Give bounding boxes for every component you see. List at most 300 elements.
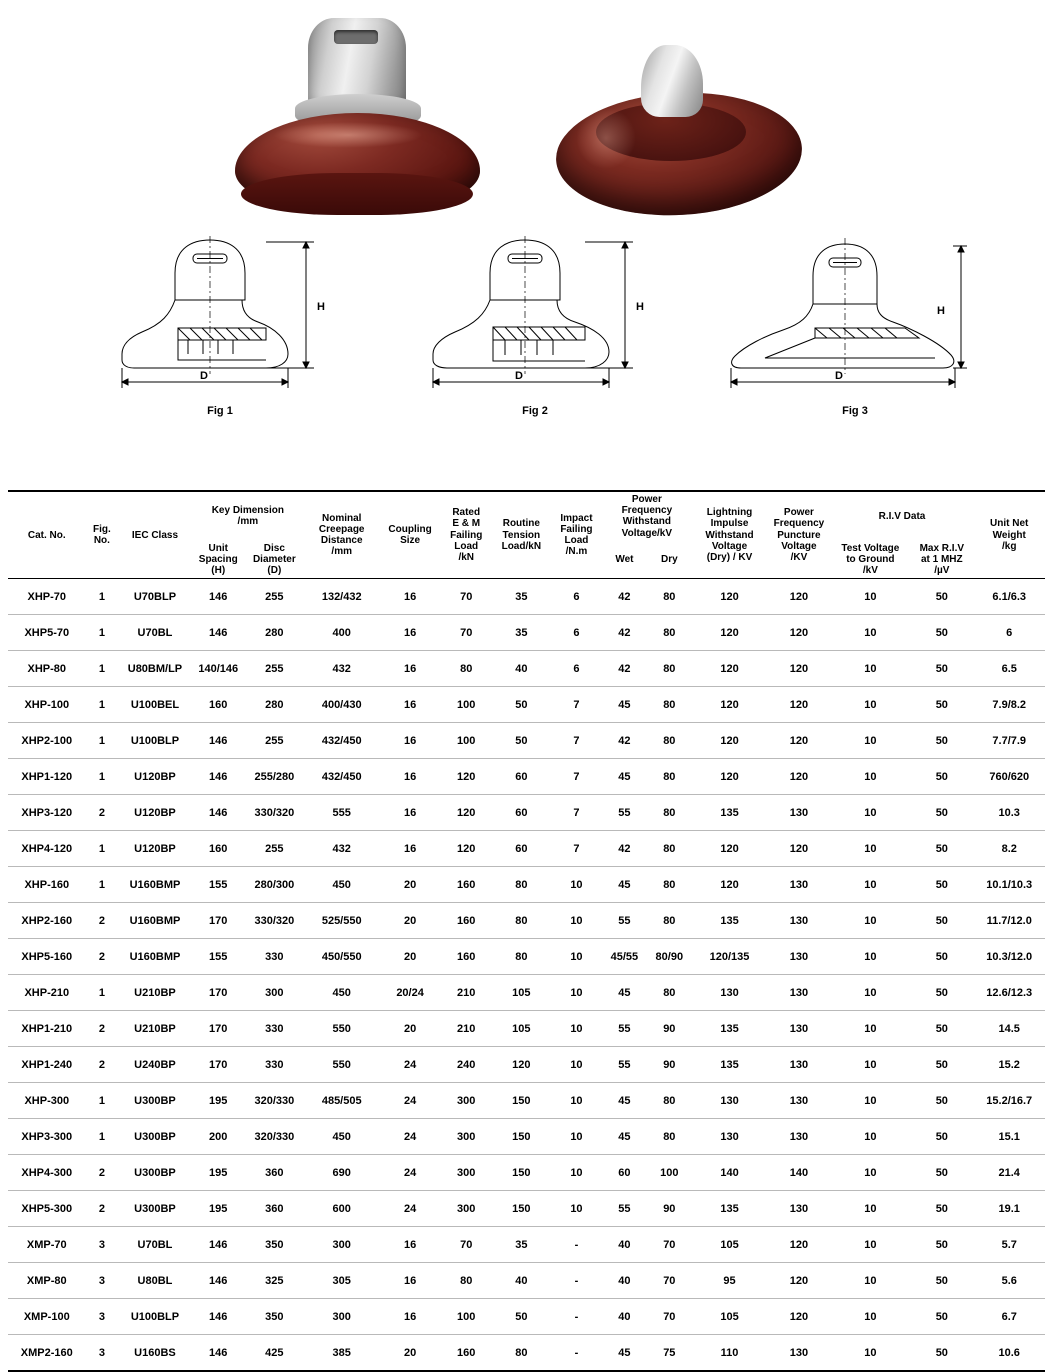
table-cell: 50 xyxy=(910,1119,973,1155)
table-cell: 10 xyxy=(831,1119,911,1155)
table-cell: 132/432 xyxy=(304,579,380,615)
table-cell: - xyxy=(551,1335,602,1372)
table-cell: 10 xyxy=(551,939,602,975)
table-cell: 11.7/12.0 xyxy=(973,903,1045,939)
table-cell: 105 xyxy=(492,975,551,1011)
table-cell: 350 xyxy=(245,1227,304,1263)
table-cell: 75 xyxy=(647,1335,692,1372)
figure-1-drawing xyxy=(70,228,370,398)
table-cell: 10 xyxy=(831,831,911,867)
table-row xyxy=(8,615,1045,651)
table-cell: - xyxy=(551,1227,602,1263)
table-cell: 120 xyxy=(492,1047,551,1083)
table-cell: 135 xyxy=(692,1191,768,1227)
table-cell: 255 xyxy=(245,831,304,867)
table-row xyxy=(8,1047,1045,1083)
table-cell: 90 xyxy=(647,1191,692,1227)
table-cell: U160BMP xyxy=(118,939,191,975)
table-cell: 160 xyxy=(441,1335,492,1372)
table-cell: 10 xyxy=(831,1047,911,1083)
th-key-dimension-unit: /mm xyxy=(237,516,259,528)
th-key-dimension xyxy=(192,491,304,541)
table-cell: 120 xyxy=(767,723,830,759)
table-cell: 50 xyxy=(910,1155,973,1191)
cell-cat-no: XHP1-120 xyxy=(8,759,86,795)
figure-1 xyxy=(55,228,385,417)
table-cell: 10.3/12.0 xyxy=(973,939,1045,975)
table-cell: 100 xyxy=(647,1155,692,1191)
table-row xyxy=(8,723,1045,759)
table-cell: 50 xyxy=(910,939,973,975)
table-cell: 130 xyxy=(767,975,830,1011)
cell-cat-no: XMP-80 xyxy=(8,1263,86,1299)
table-cell: 300 xyxy=(441,1191,492,1227)
table-cell: 155 xyxy=(192,939,245,975)
table-cell: 50 xyxy=(910,1335,973,1372)
table-cell: 120 xyxy=(692,759,768,795)
table-cell: 135 xyxy=(692,795,768,831)
table-cell: 10 xyxy=(551,975,602,1011)
table-cell: 150 xyxy=(492,1191,551,1227)
table-cell: 130 xyxy=(692,1119,768,1155)
table-cell: 70 xyxy=(647,1227,692,1263)
th-cat-no: Cat. No. xyxy=(27,529,66,541)
table-cell: 6 xyxy=(551,651,602,687)
table-cell: 1 xyxy=(86,687,119,723)
table-cell: 146 xyxy=(192,795,245,831)
table-cell: U160BMP xyxy=(118,903,191,939)
table-cell: 320/330 xyxy=(245,1119,304,1155)
table-cell: 120 xyxy=(441,831,492,867)
table-cell: 6 xyxy=(973,615,1045,651)
table-cell: 24 xyxy=(379,1083,440,1119)
table-cell: 45 xyxy=(602,975,647,1011)
table-cell: 10 xyxy=(831,939,911,975)
table-cell: 50 xyxy=(492,687,551,723)
table-cell: 130 xyxy=(767,1191,830,1227)
cell-cat-no: XHP3-120 xyxy=(8,795,86,831)
table-header-row-1 xyxy=(8,491,1045,541)
table-cell: 95 xyxy=(692,1263,768,1299)
cell-cat-no: XHP5-160 xyxy=(8,939,86,975)
table-cell: 16 xyxy=(379,1263,440,1299)
table-cell: 150 xyxy=(492,1083,551,1119)
th-unit-net-weight: Unit Net Weight /kg xyxy=(990,518,1029,552)
table-cell: 160 xyxy=(192,687,245,723)
table-cell: 10 xyxy=(831,579,911,615)
cell-cat-no: XHP4-120 xyxy=(8,831,86,867)
table-cell: 42 xyxy=(602,615,647,651)
table-cell: 10 xyxy=(831,651,911,687)
table-cell: 300 xyxy=(441,1155,492,1191)
table-cell: 10 xyxy=(831,867,911,903)
table-cell: 15.2/16.7 xyxy=(973,1083,1045,1119)
table-row xyxy=(8,1155,1045,1191)
table-cell: 300 xyxy=(304,1227,380,1263)
cell-cat-no: XHP4-300 xyxy=(8,1155,86,1191)
table-cell: 50 xyxy=(910,1263,973,1299)
table-row xyxy=(8,1083,1045,1119)
table-row xyxy=(8,651,1045,687)
figure-3-d-label: D xyxy=(835,370,843,382)
table-cell: 255 xyxy=(245,579,304,615)
th-pf-dry: Dry xyxy=(660,553,678,565)
table-cell: 432 xyxy=(304,651,380,687)
table-cell: 300 xyxy=(441,1083,492,1119)
cell-cat-no: XMP-70 xyxy=(8,1227,86,1263)
table-cell: 70 xyxy=(441,1227,492,1263)
table-cell: 432/450 xyxy=(304,759,380,795)
cell-cat-no: XMP2-160 xyxy=(8,1335,86,1372)
shell-highlight-right xyxy=(576,107,636,169)
table-cell: 80 xyxy=(647,579,692,615)
table-row xyxy=(8,903,1045,939)
table-cell: 70 xyxy=(441,579,492,615)
table-cell: 10 xyxy=(831,615,911,651)
table-cell: U210BP xyxy=(118,1011,191,1047)
table-cell: 330 xyxy=(245,1047,304,1083)
table-cell: 7 xyxy=(551,759,602,795)
table-cell: 120 xyxy=(767,1227,830,1263)
table-cell: 10 xyxy=(831,1299,911,1335)
table-cell: 80 xyxy=(647,903,692,939)
table-cell: 170 xyxy=(192,975,245,1011)
table-cell: 140 xyxy=(692,1155,768,1191)
figure-2-h-label: H xyxy=(636,301,644,313)
table-cell: 8.2 xyxy=(973,831,1045,867)
table-row xyxy=(8,759,1045,795)
table-cell: 330 xyxy=(245,939,304,975)
th-fig-no xyxy=(86,491,119,579)
table-cell: 24 xyxy=(379,1047,440,1083)
table-cell: 45 xyxy=(602,1083,647,1119)
table-cell: 2 xyxy=(86,903,119,939)
table-cell: 24 xyxy=(379,1191,440,1227)
table-cell: 45 xyxy=(602,1119,647,1155)
table-cell: 432 xyxy=(304,831,380,867)
table-cell: 60 xyxy=(492,795,551,831)
table-cell: 300 xyxy=(304,1299,380,1335)
table-cell: 160 xyxy=(441,939,492,975)
table-cell: 16 xyxy=(379,615,440,651)
figure-2 xyxy=(370,228,700,417)
table-cell: 130 xyxy=(767,1083,830,1119)
table-cell: 70 xyxy=(647,1263,692,1299)
table-cell: 16 xyxy=(379,579,440,615)
table-cell: 1 xyxy=(86,651,119,687)
table-cell: U70BLP xyxy=(118,579,191,615)
table-cell: 120 xyxy=(767,1263,830,1299)
cell-cat-no: XHP-160 xyxy=(8,867,86,903)
table-cell: U100BEL xyxy=(118,687,191,723)
table-cell: 2 xyxy=(86,1191,119,1227)
table-cell: 120 xyxy=(767,831,830,867)
table-cell: 195 xyxy=(192,1155,245,1191)
table-cell: 10 xyxy=(831,1227,911,1263)
table-cell: 80 xyxy=(492,1335,551,1372)
table-cell: 16 xyxy=(379,1299,440,1335)
cell-cat-no: XHP5-300 xyxy=(8,1191,86,1227)
table-cell: 50 xyxy=(910,867,973,903)
table-cell: U100BLP xyxy=(118,723,191,759)
table-cell: 120 xyxy=(441,759,492,795)
cell-cat-no: XHP1-210 xyxy=(8,1011,86,1047)
table-cell: 20 xyxy=(379,1335,440,1372)
table-cell: 80/90 xyxy=(647,939,692,975)
th-rated-em-failing-load: Rated E & M Failing Load /kN xyxy=(450,507,483,563)
table-cell: 50 xyxy=(910,1047,973,1083)
table-cell: 55 xyxy=(602,1011,647,1047)
table-cell: 35 xyxy=(492,579,551,615)
table-cell: 50 xyxy=(492,1299,551,1335)
table-cell: 2 xyxy=(86,1011,119,1047)
table-cell: 146 xyxy=(192,1335,245,1372)
table-cell: 40 xyxy=(602,1299,647,1335)
table-cell: U300BP xyxy=(118,1191,191,1227)
table-cell: 255 xyxy=(245,723,304,759)
table-cell: 146 xyxy=(192,759,245,795)
table-cell: 10 xyxy=(551,1011,602,1047)
table-cell: 10 xyxy=(831,1155,911,1191)
table-cell: 20/24 xyxy=(379,975,440,1011)
table-cell: 2 xyxy=(86,939,119,975)
figure-1-d-label: D xyxy=(200,370,208,382)
table-cell: 120 xyxy=(692,723,768,759)
table-cell: 45 xyxy=(602,759,647,795)
table-cell: 7 xyxy=(551,687,602,723)
table-cell: U70BL xyxy=(118,1227,191,1263)
table-cell: 16 xyxy=(379,651,440,687)
table-cell: U300BP xyxy=(118,1119,191,1155)
table-cell: 760/620 xyxy=(973,759,1045,795)
table-cell: 7 xyxy=(551,723,602,759)
table-cell: 50 xyxy=(910,651,973,687)
table-cell: 450 xyxy=(304,975,380,1011)
table-cell: 16 xyxy=(379,795,440,831)
table-cell: 50 xyxy=(910,759,973,795)
table-cell: 330/320 xyxy=(245,903,304,939)
shell-base-left xyxy=(241,173,473,215)
table-cell: 1 xyxy=(86,1083,119,1119)
table-cell: 5.7 xyxy=(973,1227,1045,1263)
table-cell: 3 xyxy=(86,1227,119,1263)
table-cell: 120 xyxy=(692,615,768,651)
table-cell: 140 xyxy=(767,1155,830,1191)
table-cell: 16 xyxy=(379,687,440,723)
table-cell: 16 xyxy=(379,723,440,759)
table-cell: 20 xyxy=(379,867,440,903)
table-cell: 80 xyxy=(647,687,692,723)
table-cell: 130 xyxy=(767,1047,830,1083)
table-cell: 105 xyxy=(492,1011,551,1047)
table-cell: 10 xyxy=(551,1119,602,1155)
table-cell: 120 xyxy=(692,579,768,615)
table-cell: 6 xyxy=(551,579,602,615)
table-cell: 150 xyxy=(492,1119,551,1155)
table-cell: 10.1/10.3 xyxy=(973,867,1045,903)
table-cell: 70 xyxy=(441,615,492,651)
table-cell: 550 xyxy=(304,1047,380,1083)
table-cell: 45 xyxy=(602,687,647,723)
table-cell: 195 xyxy=(192,1191,245,1227)
th-lightning-impulse: Lightning Impulse Withstand Voltage (Dry) / KV xyxy=(705,507,754,563)
table-row xyxy=(8,795,1045,831)
table-cell: 80 xyxy=(647,651,692,687)
table-cell: 80 xyxy=(647,759,692,795)
table-cell: 50 xyxy=(910,903,973,939)
table-cell: 24 xyxy=(379,1155,440,1191)
table-cell: 400/430 xyxy=(304,687,380,723)
table-cell: 16 xyxy=(379,1227,440,1263)
table-cell: U300BP xyxy=(118,1155,191,1191)
product-photos xyxy=(0,0,1053,228)
table-cell: 42 xyxy=(602,579,647,615)
th-routine-tension-load: Routine Tension Load/kN xyxy=(501,518,542,552)
table-cell: 80 xyxy=(441,651,492,687)
table-row xyxy=(8,1299,1045,1335)
table-cell: 120 xyxy=(767,687,830,723)
table-cell: 2 xyxy=(86,1155,119,1191)
table-cell: 100 xyxy=(441,687,492,723)
table-cell: 120 xyxy=(692,687,768,723)
cell-cat-no: XHP-210 xyxy=(8,975,86,1011)
th-iec-class: IEC Class xyxy=(131,529,179,541)
table-cell: 485/505 xyxy=(304,1083,380,1119)
th-unit-spacing: Unit Spacing (H) xyxy=(198,542,238,577)
table-cell: 130 xyxy=(767,1011,830,1047)
table-row xyxy=(8,939,1045,975)
table-cell: 100 xyxy=(441,1299,492,1335)
table-cell: 5.6 xyxy=(973,1263,1045,1299)
table-cell: 140/146 xyxy=(192,651,245,687)
cell-cat-no: XHP-70 xyxy=(8,579,86,615)
table-cell: 7.7/7.9 xyxy=(973,723,1045,759)
table-cell: 3 xyxy=(86,1335,119,1372)
table-cell: 135 xyxy=(692,903,768,939)
table-cell: 19.1 xyxy=(973,1191,1045,1227)
table-cell: 146 xyxy=(192,723,245,759)
table-cell: 432/450 xyxy=(304,723,380,759)
table-cell: 1 xyxy=(86,759,119,795)
table-cell: U300BP xyxy=(118,1083,191,1119)
th-fig-no-line2: No. xyxy=(93,535,110,547)
table-cell: 6.1/6.3 xyxy=(973,579,1045,615)
table-cell: U160BS xyxy=(118,1335,191,1372)
table-cell: 130 xyxy=(767,867,830,903)
table-cell: 146 xyxy=(192,1299,245,1335)
table-cell: 80 xyxy=(492,903,551,939)
table-cell: 1 xyxy=(86,831,119,867)
table-cell: 120 xyxy=(692,867,768,903)
table-cell: 14.5 xyxy=(973,1011,1045,1047)
table-cell: U70BL xyxy=(118,615,191,651)
cell-cat-no: XHP-300 xyxy=(8,1083,86,1119)
table-cell: 150 xyxy=(492,1155,551,1191)
table-cell: 170 xyxy=(192,1011,245,1047)
table-cell: 1 xyxy=(86,723,119,759)
table-cell: 10 xyxy=(831,1083,911,1119)
table-cell: 135 xyxy=(692,1011,768,1047)
table-cell: 10 xyxy=(831,795,911,831)
table-cell: 1 xyxy=(86,615,119,651)
table-cell: 10 xyxy=(551,903,602,939)
insulator-photo-front xyxy=(235,18,480,218)
table-cell: 20 xyxy=(379,1011,440,1047)
table-cell: 10 xyxy=(551,867,602,903)
table-cell: 555 xyxy=(304,795,380,831)
table-cell: 80 xyxy=(647,795,692,831)
table-cell: 10 xyxy=(551,1047,602,1083)
table-cell: 110 xyxy=(692,1335,768,1372)
th-puncture-voltage: Power Frequency Puncture Voltage /KV xyxy=(773,507,825,563)
table-cell: 15.2 xyxy=(973,1047,1045,1083)
figure-3 xyxy=(690,228,1020,417)
table-cell: 130 xyxy=(767,903,830,939)
table-cell: 6 xyxy=(551,615,602,651)
th-impact-failing-load: Impact Failing Load /N.m xyxy=(560,512,593,558)
th-riv-data: R.I.V Data xyxy=(878,510,926,522)
table-cell: 10 xyxy=(831,975,911,1011)
table-cell: 10 xyxy=(831,1011,911,1047)
specification-table xyxy=(8,490,1045,1372)
table-cell: 16 xyxy=(379,831,440,867)
table-cell: 320/330 xyxy=(245,1083,304,1119)
table-cell: 170 xyxy=(192,903,245,939)
table-cell: 155 xyxy=(192,867,245,903)
th-power-frequency-withstand: Power Frequency Withstand Voltage/kV xyxy=(621,494,673,539)
table-cell: 35 xyxy=(492,1227,551,1263)
table-cell: 146 xyxy=(192,1227,245,1263)
table-cell: 80 xyxy=(647,615,692,651)
table-cell: U160BMP xyxy=(118,867,191,903)
table-cell: 210 xyxy=(441,975,492,1011)
insulator-photo-angled xyxy=(556,45,802,215)
table-cell: 146 xyxy=(192,579,245,615)
table-cell: 20 xyxy=(379,903,440,939)
table-cell: 40 xyxy=(492,651,551,687)
table-cell: 305 xyxy=(304,1263,380,1299)
figure-3-caption: Fig 3 xyxy=(842,405,868,417)
table-cell: 1 xyxy=(86,867,119,903)
th-key-dimension-label: Key Dimension xyxy=(211,505,284,517)
table-cell: 60 xyxy=(602,1155,647,1191)
table-cell: U80BM/LP xyxy=(118,651,191,687)
table-cell: U120BP xyxy=(118,831,191,867)
figure-3-h-label: H xyxy=(937,305,945,317)
table-row xyxy=(8,867,1045,903)
table-cell: 45/55 xyxy=(602,939,647,975)
table-cell: 10 xyxy=(831,759,911,795)
table-cell: 15.1 xyxy=(973,1119,1045,1155)
table-cell: 6.5 xyxy=(973,651,1045,687)
table-cell: 80 xyxy=(647,723,692,759)
table-cell: 280/300 xyxy=(245,867,304,903)
table-cell: 42 xyxy=(602,651,647,687)
th-disc-diameter: Disc Diameter (D) xyxy=(252,542,296,577)
table-body xyxy=(8,579,1045,1372)
table-cell: 210 xyxy=(441,1011,492,1047)
table-cell: 80 xyxy=(441,1263,492,1299)
table-cell: 600 xyxy=(304,1191,380,1227)
table-cell: 50 xyxy=(910,795,973,831)
table-cell: 525/550 xyxy=(304,903,380,939)
table-cell: U240BP xyxy=(118,1047,191,1083)
table-row xyxy=(8,1191,1045,1227)
table-cell: 42 xyxy=(602,723,647,759)
table-cell: 50 xyxy=(910,687,973,723)
table-cell: 105 xyxy=(692,1227,768,1263)
table-cell: 50 xyxy=(910,615,973,651)
